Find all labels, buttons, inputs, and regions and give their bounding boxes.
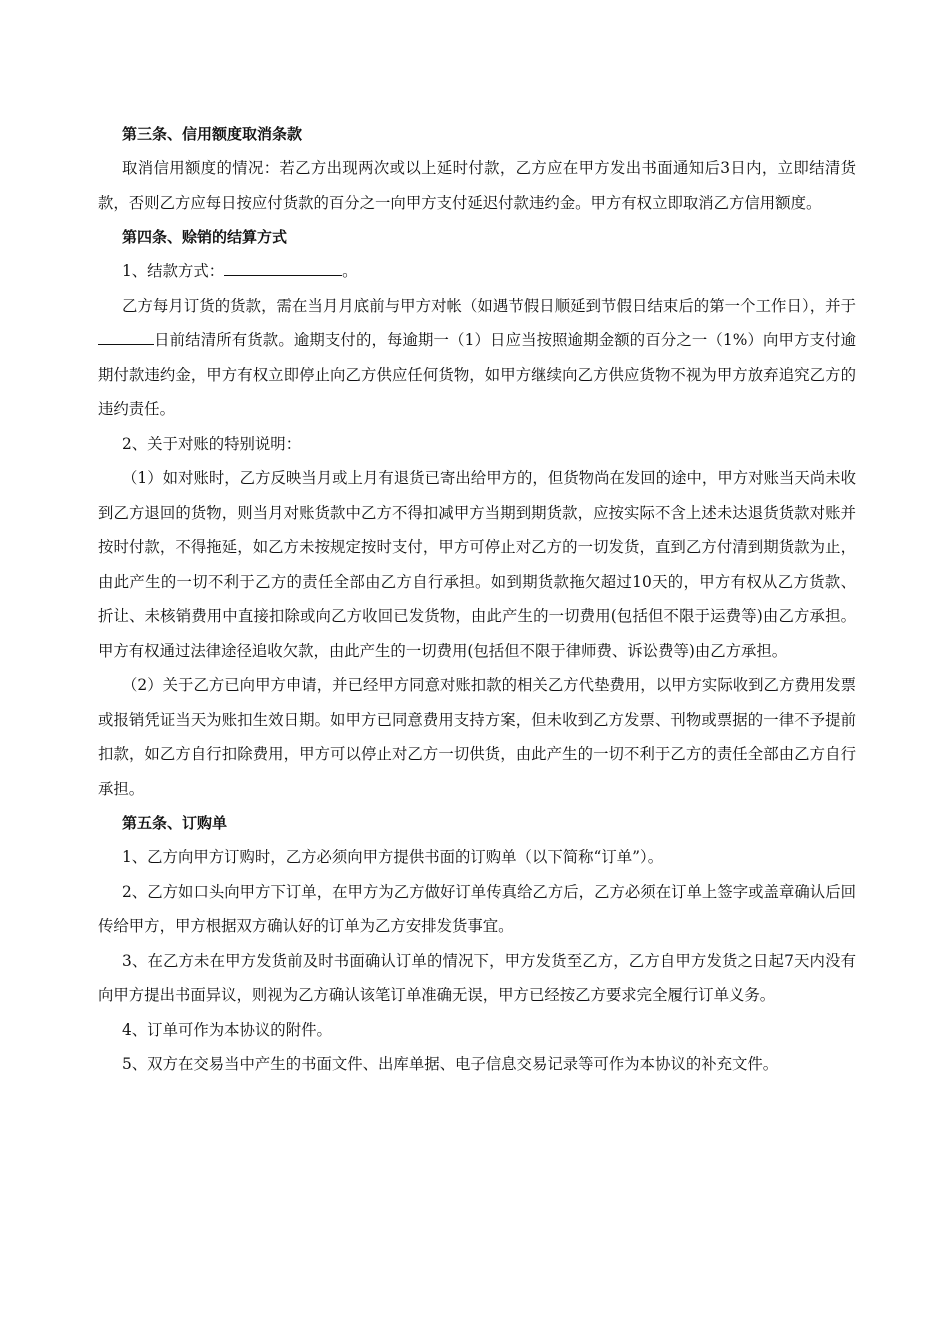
due-date-blank xyxy=(98,328,154,345)
section-5-item-3: 3、在乙方未在甲方发货前及时书面确认订单的情况下，甲方发货至乙方，乙方自甲方发货之日起7天内没有向甲方提出书面异议，则视为乙方确认该笔订单准确无误，甲方已经按乙方要求完全履行订单义务。 xyxy=(98,951,856,1004)
section-4-item-2: 2、关于对账的特别说明： xyxy=(122,434,302,453)
payment-method-blank xyxy=(224,259,342,276)
section-5-item-1: 1、乙方向甲方订购时，乙方必须向甲方提供书面的订购单（以下简称“订单”）。 xyxy=(122,848,664,866)
section-4-paragraph-part-a: 乙方每月订货的货款，需在当月月底前与甲方对帐（如遇节假日顺延到节假日结束后的第一个工作日），并于 xyxy=(122,296,856,315)
document-page xyxy=(98,117,856,1082)
section-4-item-2-1: （1）如对账时，乙方反映当月或上月有退货已寄出给甲方的，但货物尚在发回的途中，甲方对账当天尚未收到乙方退回的货物，则当月对账货款中乙方不得扣减甲方当期到期货款，应按实际不含上述未达退货货款对账并按时付款，不得拖延，如乙方未按规定按时支付，甲方可停止对乙方的一切发货，直到乙方付清到期货款为止，由此产生的一切不利于乙方的责任全部由乙方自行承担。如到期货款拖欠超过10天的，甲方有权从乙方货款、折让、未核销费用中直接扣除或向乙方收回已发货物，由此产生的一切费用(包括但不限于运费等)由乙方承担。甲方有权通过法律途径追收欠款，由此产生的一切费用(包括但不限于律师费、诉讼费等)由乙方承担。 xyxy=(98,469,856,660)
item-1-prefix: 1、结款方式： xyxy=(122,262,225,280)
section-4-paragraph-part-b: 日前结清所有货款。逾期支付的，每逾期一（1）日应当按照逾期金额的百分之一（1%）向甲方支付逾期付款违约金，甲方有权立即停止向乙方供应任何货物，如甲方继续向乙方供应货物不视为甲方放弃追究乙方的违约责任。 xyxy=(98,331,856,418)
section-5-item-2: 2、乙方如口头向甲方下订单，在甲方为乙方做好订单传真给乙方后，乙方必须在订单上签字或盖章确认后回传给甲方，甲方根据双方确认好的订单为乙方安排发货事宜。 xyxy=(98,882,856,935)
section-4-paragraph xyxy=(98,289,856,427)
section-3-paragraph: 取消信用额度的情况：若乙方出现两次或以上延时付款，乙方应在甲方发出书面通知后3日内，立即结清货款，否则乙方应每日按应付货款的百分之一向甲方支付延迟付款违约金。甲方有权立即取消乙方信用额度。 xyxy=(98,159,856,212)
section-4-heading: 第四条、赊销的结算方式 xyxy=(122,228,288,246)
section-3-heading: 第三条、信用额度取消条款 xyxy=(122,125,303,143)
section-5-item-4: 4、订单可作为本协议的附件。 xyxy=(122,1020,332,1039)
section-4-item-1 xyxy=(98,254,856,289)
item-1-suffix: 。 xyxy=(342,262,358,280)
section-5-heading: 第五条、订购单 xyxy=(122,814,228,832)
section-5-item-5: 5、双方在交易当中产生的书面文件、出库单据、电子信息交易记录等可作为本协议的补充文件。 xyxy=(122,1055,779,1073)
section-4-item-2-2: （2）关于乙方已向甲方申请，并已经甲方同意对账扣款的相关乙方代垫费用，以甲方实际收到乙方费用发票或报销凭证当天为账扣生效日期。如甲方已同意费用支持方案，但未收到乙方发票、刊物或票据的一律不予提前扣款，如乙方自行扣除费用，甲方可以停止对乙方一切供货，由此产生的一切不利于乙方的责任全部由乙方自行承担。 xyxy=(98,676,856,798)
